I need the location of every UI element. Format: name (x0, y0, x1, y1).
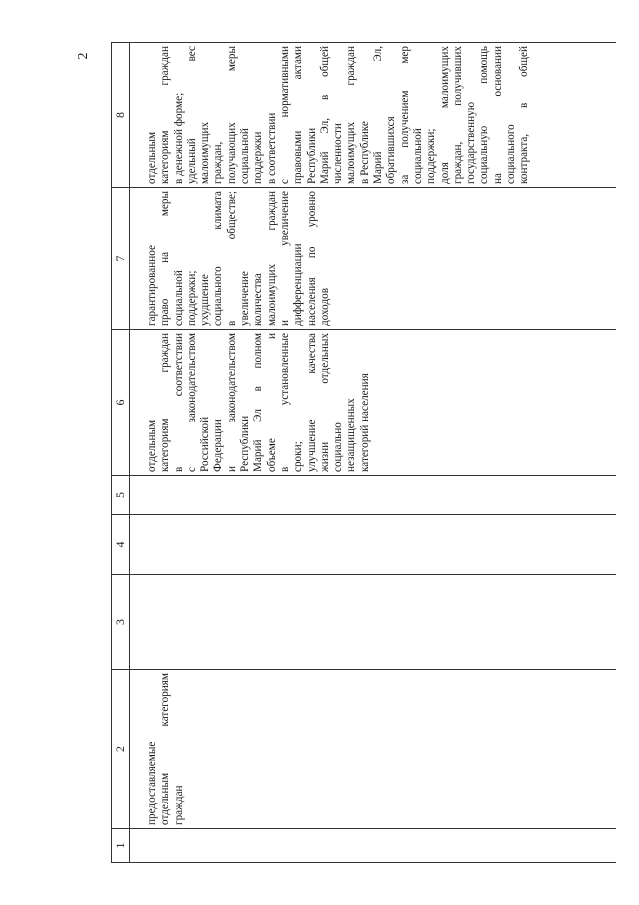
column-header-6: 6 (112, 330, 130, 476)
cell-line: предоставляемые (146, 741, 158, 825)
cell-line: социального климата (212, 191, 225, 326)
cell-line: дифференциации (292, 243, 305, 326)
cell-line: Республики (239, 415, 252, 472)
cell-line: улучшение качества (305, 333, 318, 472)
cell-line: количества (252, 273, 265, 326)
column-header-5: 5 (112, 476, 130, 515)
cell-line: социальной (172, 270, 185, 326)
cell-line: социальной (411, 128, 424, 184)
cell-line: и увеличение (278, 191, 291, 326)
page-number: 2 (76, 52, 91, 60)
cell-line: в соответствии (172, 333, 185, 472)
cell-col-6 (130, 330, 617, 476)
cell-line: государственную (465, 101, 478, 184)
cell-line: граждан (172, 785, 185, 825)
cell-line: Российской (199, 416, 212, 472)
program-table (111, 42, 616, 863)
cell-line: социальной (239, 128, 252, 184)
cell-line: социальную помощь (478, 46, 491, 184)
rotated-table-page (111, 43, 616, 863)
column-header-4: 4 (112, 515, 130, 575)
cell-line: увеличение (239, 271, 252, 326)
cell-line: с нормативными (278, 46, 291, 184)
cell-line: за получением мер (398, 46, 411, 184)
cell-line: и законодательством (225, 333, 238, 472)
cell-line: сроки; (292, 441, 305, 472)
cell-line: доходов (318, 287, 331, 326)
cell-line: категориям граждан (159, 333, 172, 472)
cell-line: поддержки; (425, 128, 438, 184)
cell-line: право на меры (159, 191, 172, 326)
cell-line: правовыми актами (292, 46, 305, 184)
cell-line: обратившихся (385, 116, 398, 184)
cell-line: поддержки (252, 131, 265, 184)
cell-line: социального (505, 124, 518, 184)
cell-line: Марий Эл в полном (252, 333, 265, 472)
cell-line: гарантированное (146, 245, 158, 326)
column-header-8: 8 (112, 43, 130, 188)
cell-col-5 (130, 476, 617, 515)
cell-line: в Республике (358, 121, 371, 184)
cell-line: отдельным (146, 131, 158, 184)
column-header-7: 7 (112, 188, 130, 330)
cell-col-1 (130, 829, 617, 863)
cell-col-3 (130, 575, 617, 670)
cell-line: Марий Эл, в общей (318, 46, 331, 184)
cell-line: малоимущих (199, 121, 212, 184)
column-header-2: 2 (112, 670, 130, 829)
cell-line: ухудшение (199, 274, 212, 326)
cell-line: Федерации (212, 419, 225, 472)
cell-line: в установленные (278, 333, 291, 472)
cell-line: малоимущих граждан (265, 191, 278, 326)
column-header-3: 3 (112, 575, 130, 670)
cell-line: категорий населения (358, 373, 371, 472)
cell-line: Республики (305, 127, 318, 184)
cell-col-4 (130, 515, 617, 575)
cell-line: объеме и (265, 333, 278, 472)
table-row (130, 43, 617, 863)
cell-line: в соответствии (265, 112, 278, 184)
cell-line: жизни отдельных (318, 333, 331, 472)
cell-line: отдельным категориям (159, 673, 172, 825)
cell-line: поддержки; (185, 270, 198, 326)
header-row (112, 43, 130, 863)
cell-line: граждан, (212, 141, 225, 184)
cell-col-7 (130, 188, 617, 330)
cell-line: на основании (491, 46, 504, 184)
cell-line: в денежной форме; (172, 92, 185, 184)
cell-line: Марий Эл, (372, 46, 385, 184)
cell-col-8 (130, 43, 617, 188)
cell-line: социально (332, 422, 345, 472)
cell-line: граждан, получивших (451, 46, 464, 184)
cell-line: удельный вес (185, 46, 198, 184)
cell-line: получающих меры (225, 46, 238, 184)
cell-line: с законодательством (185, 333, 198, 472)
cell-line: малоимущих граждан (345, 46, 358, 184)
cell-line: незащищенных (345, 398, 358, 472)
cell-line: численности (332, 123, 345, 184)
column-header-1: 1 (112, 829, 130, 863)
cell-line: в обществе; (225, 191, 238, 326)
cell-line: населения по уровню (305, 191, 318, 326)
cell-line: контракта, в общей (518, 46, 531, 184)
cell-line: категориям граждан (159, 46, 172, 184)
cell-line: доля малоимущих (438, 46, 451, 184)
cell-col-2 (130, 670, 617, 829)
cell-line: отдельным (146, 419, 158, 472)
